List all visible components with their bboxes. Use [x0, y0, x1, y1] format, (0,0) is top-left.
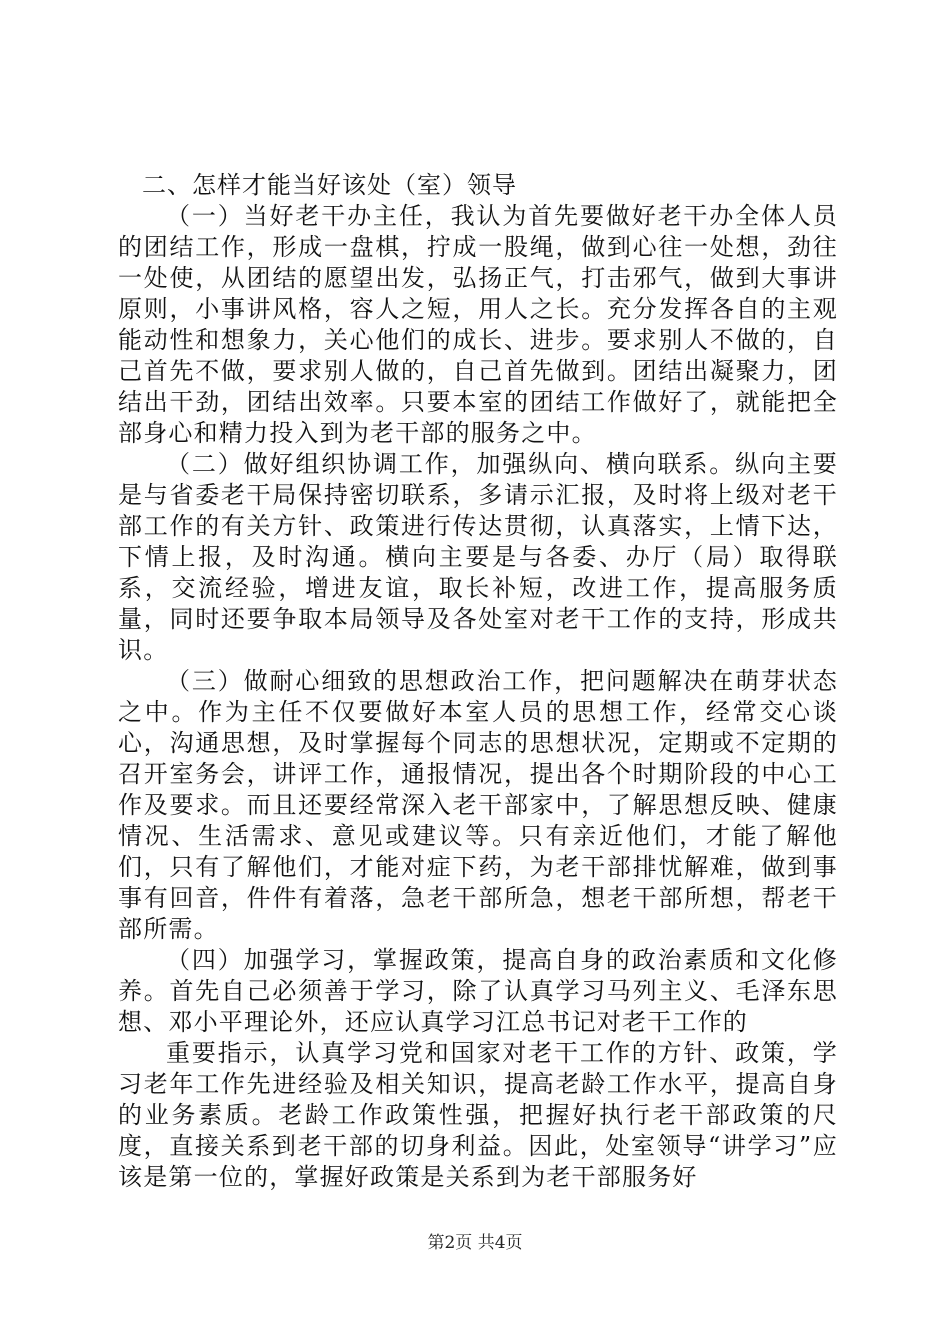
- document-body: [118, 170, 838, 1193]
- section-heading: 二、怎样才能当好该处（室）领导: [142, 171, 517, 199]
- paragraph-3: （三）做耐心细致的思想政治工作，把问题解决在萌芽状态之中。作为主任不仅要做好本室人员的思想工作，经常交心谈心，沟通思想，及时掌握每个同志的思想状况，定期或不定期的召开室务会，讲评工作，通报情况，提出各个时期阶段的中心工作及要求。而且还要经常深入老干部家中，了解思想反映、健康情况、生活需求、意见或建议等。只有亲近他们，才能了解他们，只有了解他们，才能对症下药，为老干部排忧解难，做到事事有回音，件件有着落，急老干部所急，想老干部所想，帮老干部所需。: [118, 667, 838, 943]
- paragraph-1: （一）当好老干办主任，我认为首先要做好老干办全体人员的团结工作，形成一盘棋，拧成一股绳，做到心往一处想，劲往一处使，从团结的愿望出发，弘扬正气，打击邪气，做到大事讲原则，小事讲风格，容人之短，用人之长。充分发挥各自的主观能动性和想象力，关心他们的成长、进步。要求别人不做的，自己首先不做，要求别人做的，自己首先做到。团结出凝聚力，团结出干劲，团结出效率。只要本室的团结工作做好了，就能把全部身心和精力投入到为老干部的服务之中。: [118, 202, 838, 447]
- page-footer: 第2页 共4页: [427, 1233, 523, 1253]
- paragraph-2: （二）做好组织协调工作，加强纵向、横向联系。纵向主要是与省委老干局保持密切联系，多请示汇报，及时将上级对老干部工作的有关方针、政策进行传达贯彻，认真落实，上情下达，下情上报，及时沟通。横向主要是与各委、办厅（局）取得联系，交流经验，增进友谊，取长补短，改进工作，提高服务质量，同时还要争取本局领导及各处室对老干工作的支持，形成共识。: [118, 450, 838, 664]
- paragraph-4: （四）加强学习，掌握政策，提高自身的政治素质和文化修养。首先自己必须善于学习，除了认真学习马列主义、毛泽东思想、邓小平理论外，还应认真学习江总书记对老干工作的: [118, 946, 838, 1036]
- paragraph-5: 重要指示，认真学习党和国家对老干工作的方针、政策，学习老年工作先进经验及相关知识，提高老龄工作水平，提高自身的业务素质。老龄工作政策性强，把握好执行老干部政策的尺度，直接关系到老干部的切身利益。因此，处室领导“讲学习”应该是第一位的，掌握好政策是关系到为老干部服务好: [118, 1039, 838, 1191]
